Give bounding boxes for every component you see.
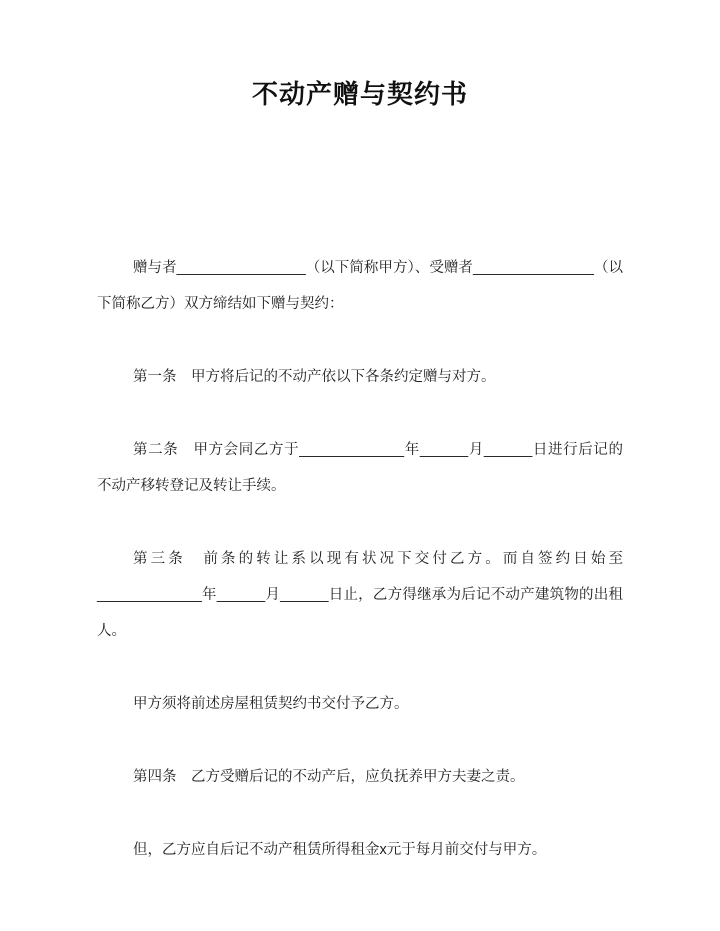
contract-article-2: 第二条 甲方会同乙方于_____________年______月______日进行后记的不动产移转登记及转让手续。	[97, 442, 623, 494]
contract-article-4: 第四条 乙方受赠后记的不动产后，应负抚养甲方夫妻之责。	[133, 769, 525, 785]
document-title: 不动产赠与契约书	[251, 79, 468, 109]
contract-article-4-supplement: 但，乙方应自后记不动产租赁所得租金x元于每月前交付与甲方。	[133, 842, 547, 858]
contract-article-3: 第三条 前条的转让系以现有状况下交付乙方。而自签约日始至_____________年______月______日止，乙方得继承为后记不动产建筑物的出租人。	[97, 551, 623, 639]
contract-intro-paragraph: 赠与者________________（以下简称甲方）、受赠者_______________（以下简称乙方）双方缔结如下赠与契约：	[97, 260, 623, 312]
contract-article-1: 第一条 甲方将后记的不动产依以下各条约定赠与对方。	[133, 369, 496, 385]
contract-article-3-supplement: 甲方须将前述房屋租赁契约书交付予乙方。	[133, 696, 409, 712]
